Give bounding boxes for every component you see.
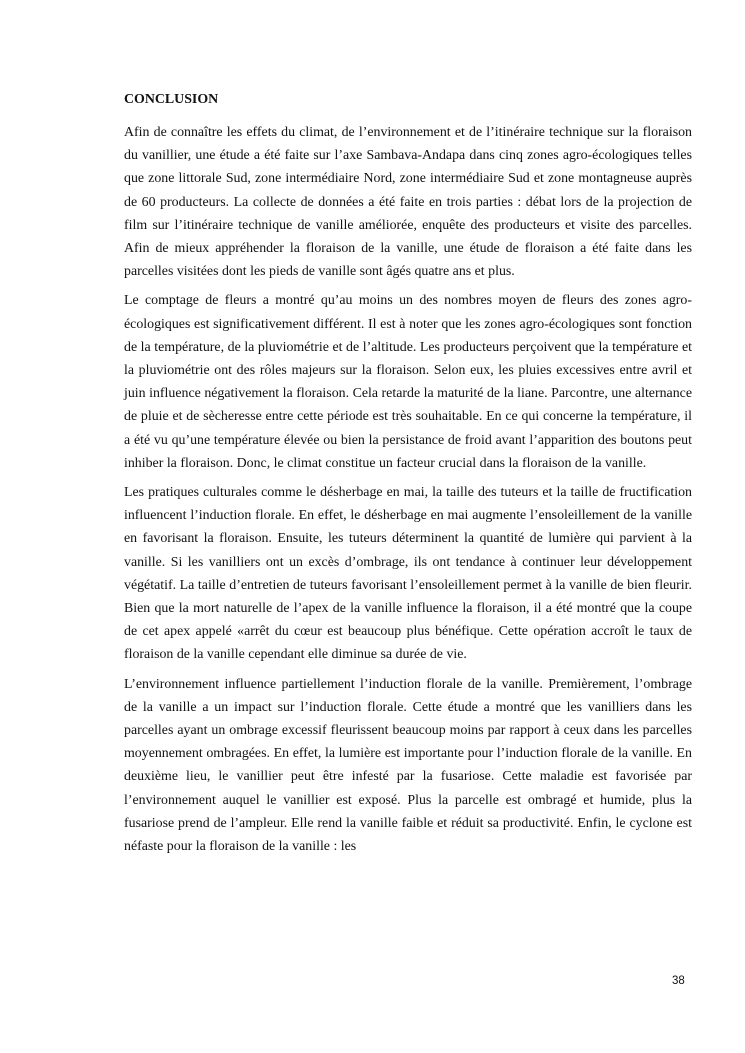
page-number: 38 [672,975,685,987]
section-heading: CONCLUSION [124,92,219,107]
paragraph-environment: L’environnement influence partiellement l’induction florale de la vanille. Premièrement, l’ombrage de la vanille a un impact sur l’induction florale. Cette étude a montré que les vanilliers dans les parcelles ayant un ombrage excessif fleurissent beaucoup moins par rapport à ceux dans les parcelles moyennement ombragées. En effet, la lumière est importante pour l’induction florale de la vanille. En deuxième lieu, le vanillier peut être infesté par la fusariose. Cette maladie est favorisée par l’environnement auquel le vanillier est exposé. Plus la parcelle est ombragé et humide, plus la fusariose prend de l’ampleur. Elle rend la vanille faible et réduit sa productivité. Enfin, le cyclone est néfaste pour la floraison de la vanille : les [124,676,692,855]
paragraph-climate: Le comptage de fleurs a montré qu’au moins un des nombres moyen de fleurs des zones agro-écologiques est significativement différent. Il est à noter que les zones agro-écologiques sont fonction de la température, de la pluviométrie et de l’altitude. Les producteurs perçoivent que la température et la pluviométrie ont des rôles majeurs sur la floraison. Selon eux, les pluies excessives entre avril et juin influence négativement la floraison. Cela retarde la maturité de la liane. Parcontre, une alternance de pluie et de sècheresse entre cette période est très souhaitable. En ce qui concerne la température, il a été vu qu’une température élevée ou bien la persistance de froid avant l’apparition des boutons peut inhiber la floraison. Donc, le climat constitue un facteur crucial dans la floraison de la vanille. [124,293,692,471]
paragraph-cultural-practices: Les pratiques culturales comme le désherbage en mai, la taille des tuteurs et la taille de fructification influencent l’induction florale. En effet, le désherbage en mai augmente l’ensoleillement de la vanille en favorisant la floraison. Ensuite, les tuteurs déterminent la quantité de lumière qui parvient à la vanille. Si les vanilliers ont un excès d’ombrage, ils ont tendance à continuer leur développement végétatif. La taille d’entretien de tuteurs favorisant l’ensoleillement permet à la vanille de bien fleurir. Bien que la mort naturelle de l’apex de la vanille influence la floraison, il a été montré que la coupe de cet apex appelé «arrêt du cœur est beaucoup plus bénéfique. Cette opération accroît le taux de floraison de la vanille cependant elle diminue sa durée de vie. [124,485,692,663]
paragraph-study-overview: Afin de connaître les effets du climat, de l’environnement et de l’itinéraire technique sur la floraison du vanillier, une étude a été faite sur l’axe Sambava-Andapa dans cinq zones agro-écologiques telles que zone littorale Sud, zone intermédiaire Nord, zone intermédiaire Sud et zone montagneuse auprès de 60 producteurs. La collecte de données a été faite en trois parties : débat lors de la projection de film sur l’itinéraire technique de vanille améliorée, enquête des producteurs et visite des parcelles. Afin de mieux appréhender la floraison de la vanille, une étude de floraison a été faite dans les parcelles visitées dont les pieds de vanille sont âgés quatre ans et plus. [124,125,692,280]
page-body [124,88,692,864]
